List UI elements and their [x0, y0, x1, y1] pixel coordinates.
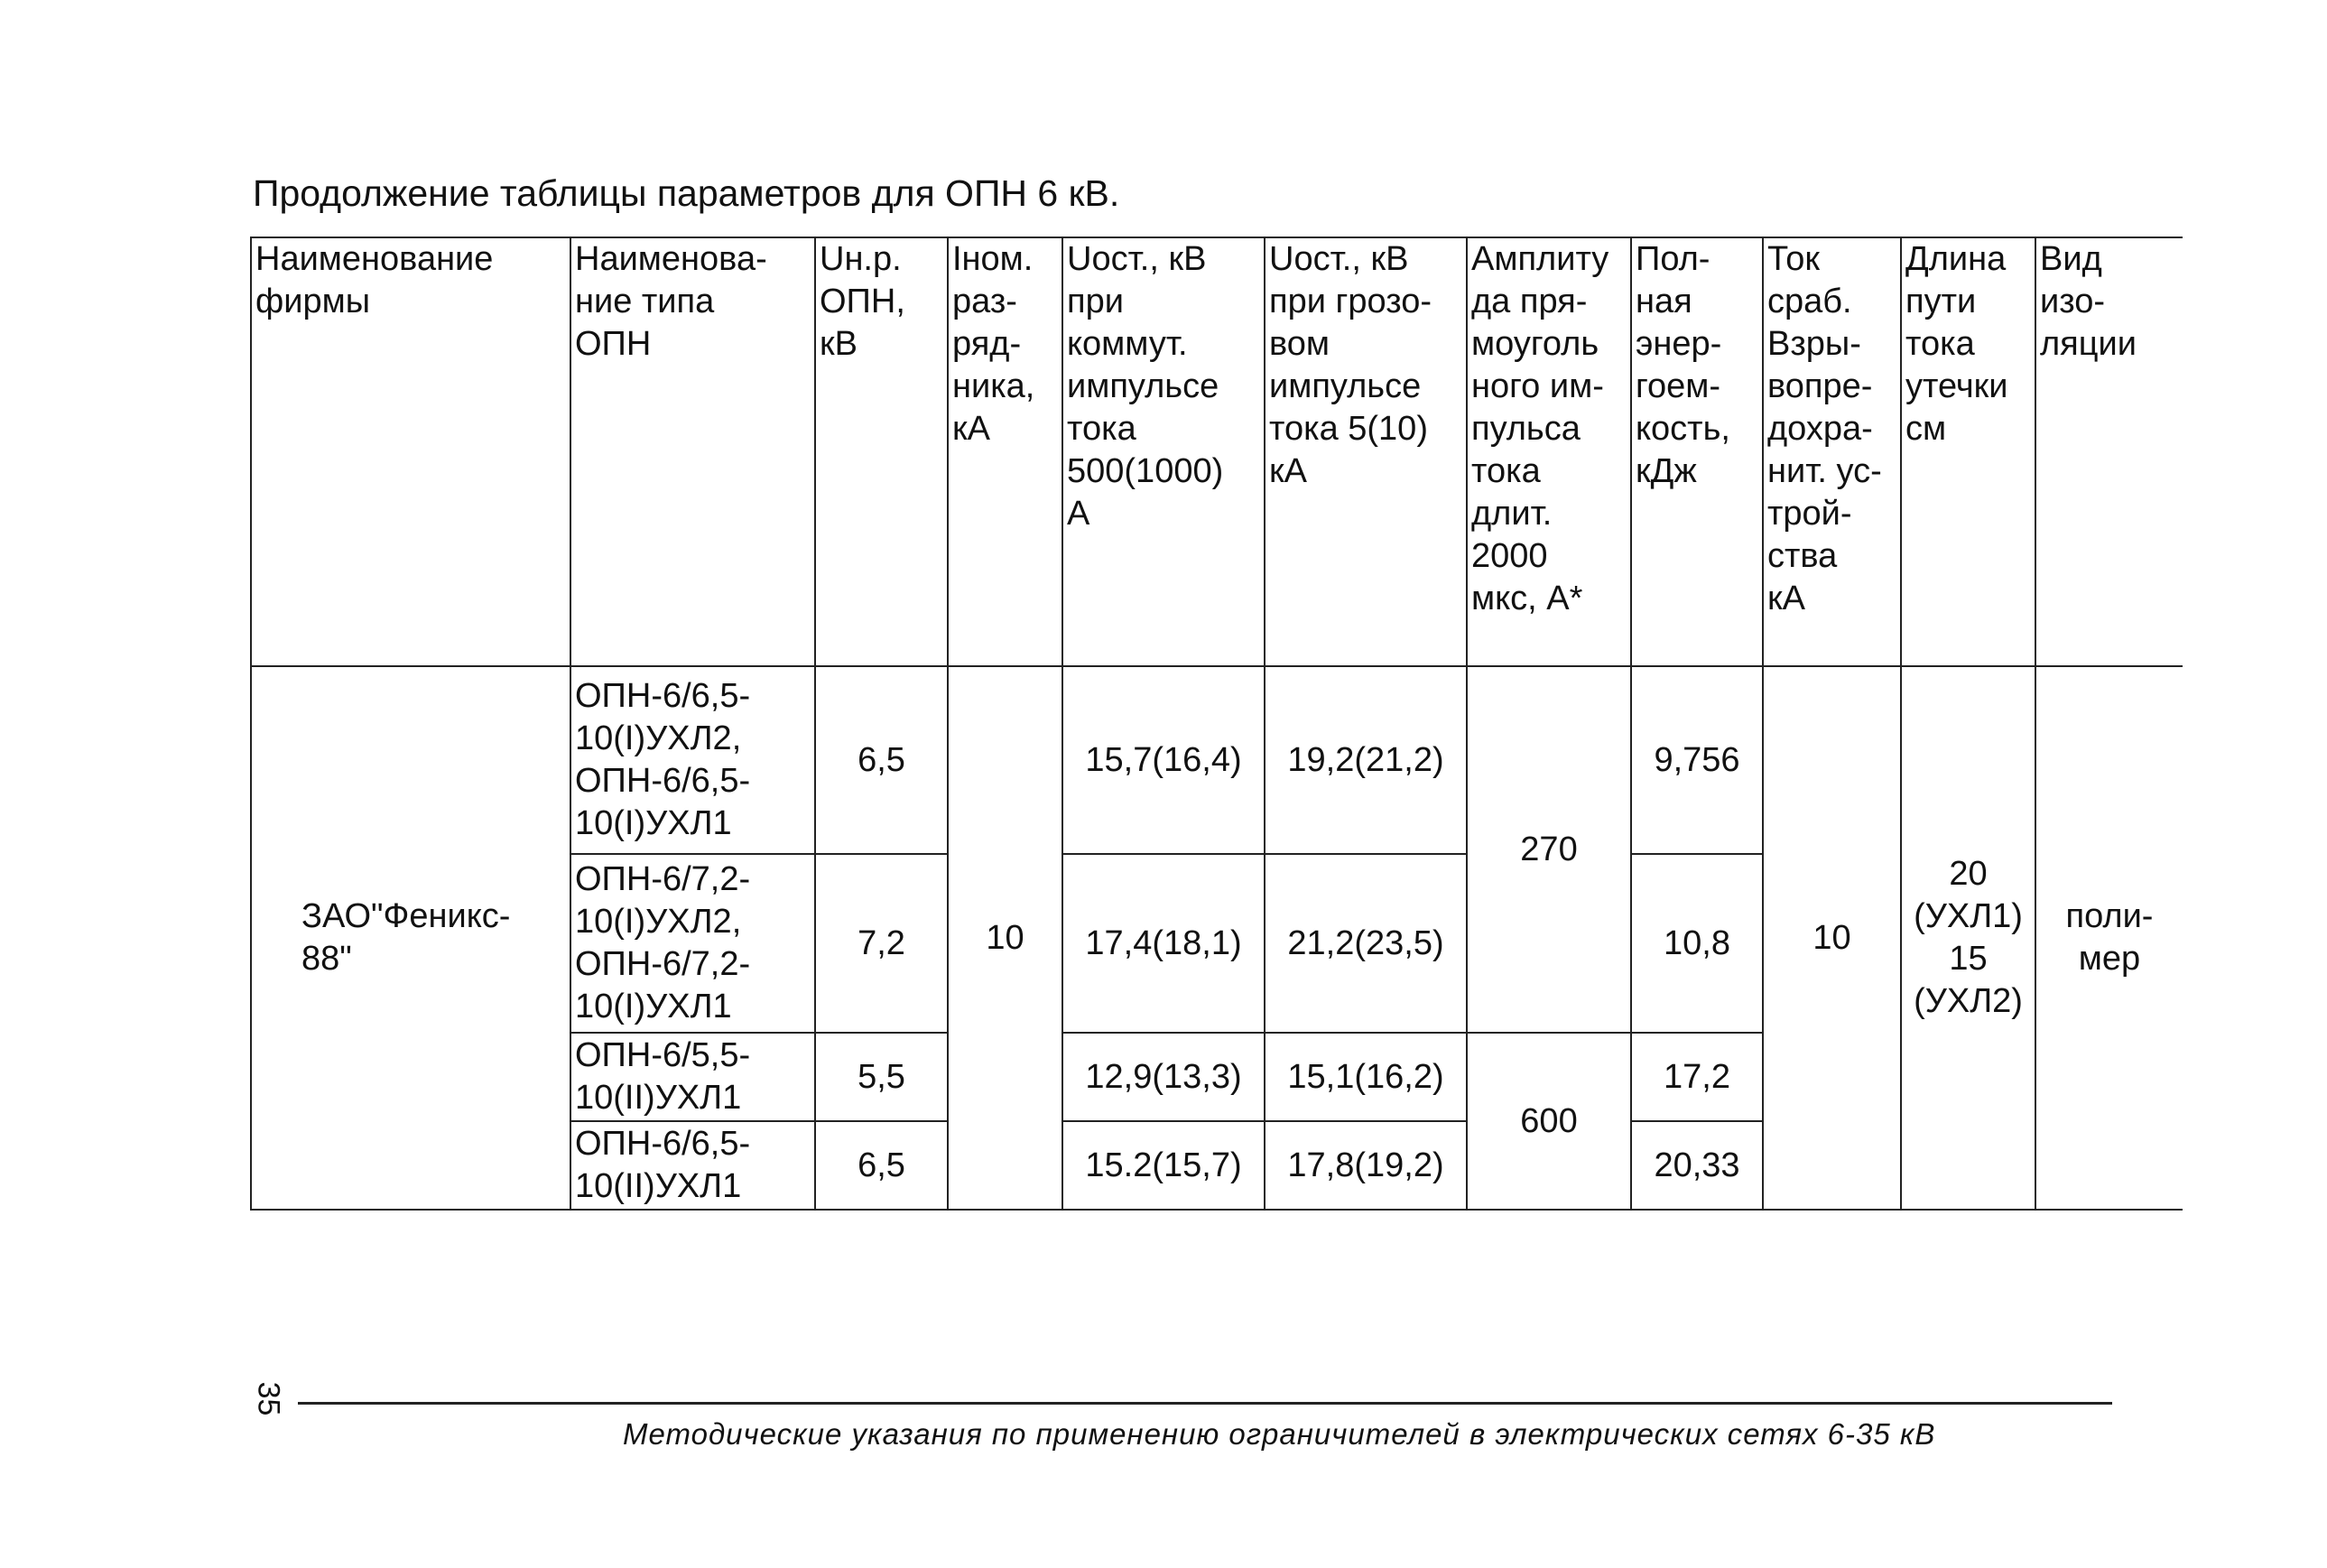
amplitude-cell: 270	[1467, 666, 1631, 1033]
rated-voltage-cell: 6,5	[815, 1121, 948, 1210]
header-amplitude: Амплиту да пря- моуголь ного им- пульса тока длит. 2000 мкс, А*	[1467, 237, 1631, 666]
footer-rule	[298, 1402, 2112, 1405]
trip-current-cell: 10	[1763, 666, 1901, 1210]
header-nominal-current: Iном. раз- ряд- ника, кА	[948, 237, 1062, 666]
table-row	[251, 666, 2183, 854]
leakage-length-cell: 20 (УХЛ1) 15 (УХЛ2)	[1901, 666, 2035, 1210]
footer-text: Методические указания по применению ограничителей в электрических сетях 6-35 кВ	[623, 1417, 1936, 1451]
type-cell: ОПН-6/5,5- 10(II)УХЛ1	[570, 1033, 815, 1121]
header-rated-voltage: Uн.р. ОПН, кВ	[815, 237, 948, 666]
amplitude-cell: 600	[1467, 1033, 1631, 1210]
nominal-current-cell: 10	[948, 666, 1062, 1210]
header-firm: Наименование фирмы	[251, 237, 570, 666]
residual-switching-cell: 17,4(18,1)	[1062, 854, 1265, 1033]
rated-voltage-cell: 5,5	[815, 1033, 948, 1121]
residual-lightning-cell: 21,2(23,5)	[1265, 854, 1467, 1033]
page-number: 35	[251, 1381, 286, 1416]
residual-lightning-cell: 15,1(16,2)	[1265, 1033, 1467, 1121]
energy-cell: 20,33	[1631, 1121, 1763, 1210]
type-cell: ОПН-6/7,2- 10(I)УХЛ2, ОПН-6/7,2- 10(I)УХЛ1	[570, 854, 815, 1033]
type-cell: ОПН-6/6,5- 10(II)УХЛ1	[570, 1121, 815, 1210]
firm-name: ЗАО"Феникс- 88"	[251, 666, 570, 1210]
residual-switching-cell: 15.2(15,7)	[1062, 1121, 1265, 1210]
rated-voltage-cell: 6,5	[815, 666, 948, 854]
residual-lightning-cell: 17,8(19,2)	[1265, 1121, 1467, 1210]
insulation-cell: поли- мер	[2035, 666, 2183, 1210]
energy-cell: 10,8	[1631, 854, 1763, 1033]
residual-lightning-cell: 19,2(21,2)	[1265, 666, 1467, 854]
type-cell: ОПН-6/6,5- 10(I)УХЛ2, ОПН-6/6,5- 10(I)УХЛ1	[570, 666, 815, 854]
header-residual-voltage-switching: Uост., кВ при коммут. импульсе тока 500(1000) А	[1062, 237, 1265, 666]
residual-switching-cell: 12,9(13,3)	[1062, 1033, 1265, 1121]
header-type: Наименова- ние типа ОПН	[570, 237, 815, 666]
header-trip-current: Ток сраб. Взры- вопре- дохра- нит. ус- трой- ства кА	[1763, 237, 1901, 666]
header-residual-voltage-lightning: Uост., кВ при грозо- вом импульсе тока 5(10) кА	[1265, 237, 1467, 666]
header-insulation: Вид изо- ляции	[2035, 237, 2183, 666]
energy-cell: 17,2	[1631, 1033, 1763, 1121]
rated-voltage-cell: 7,2	[815, 854, 948, 1033]
parameters-table	[250, 237, 2183, 1211]
header-row	[251, 237, 2183, 666]
table-title: Продолжение таблицы параметров для ОПН 6 кВ.	[253, 172, 1120, 214]
header-leakage-length: Длина пути тока утечки см	[1901, 237, 2035, 666]
residual-switching-cell: 15,7(16,4)	[1062, 666, 1265, 854]
energy-cell: 9,756	[1631, 666, 1763, 854]
header-energy: Пол- ная энер- гоем- кость, кДж	[1631, 237, 1763, 666]
